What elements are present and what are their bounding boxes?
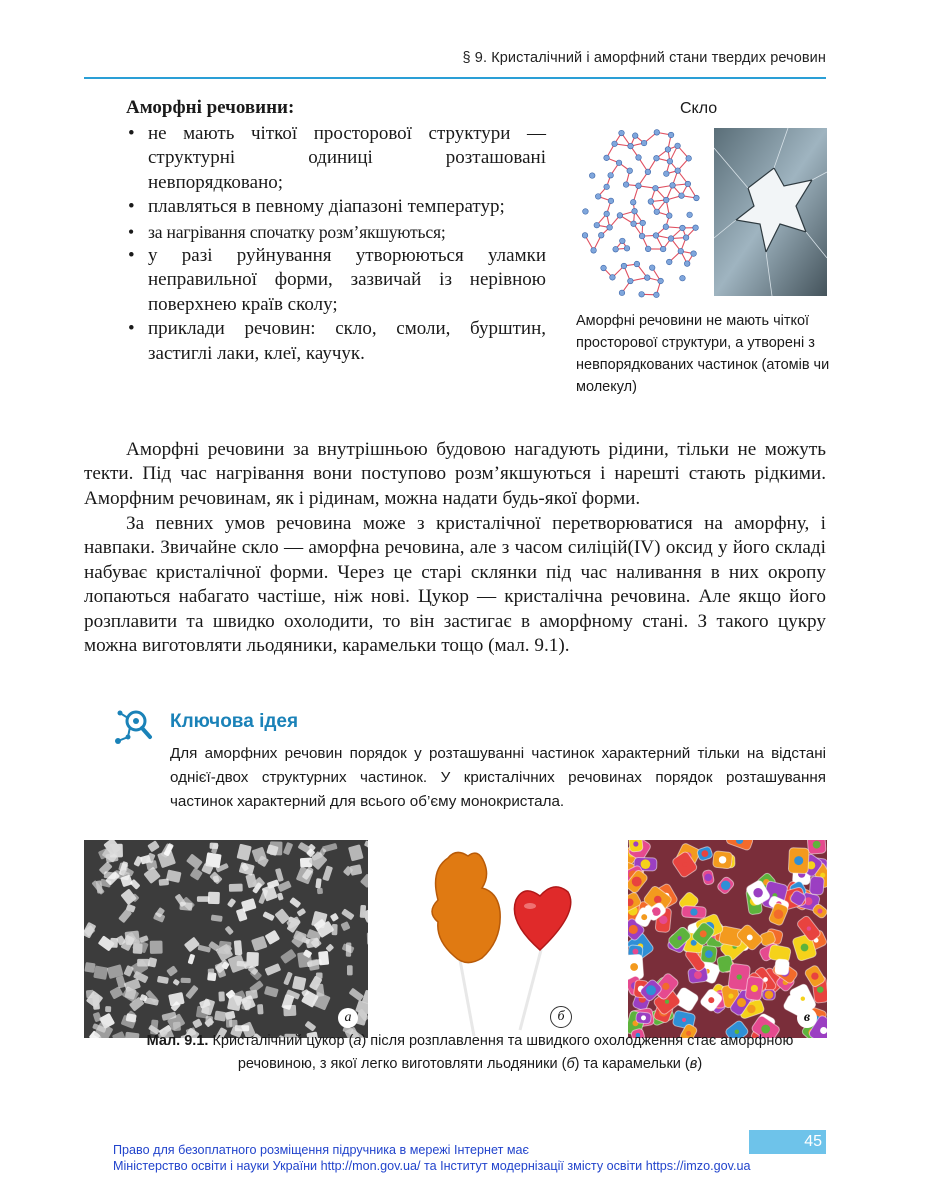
sugar-crystal (265, 963, 282, 976)
bullet-item: • у разі руйнування утворюються уламки неправильної форми, зазвичай із нерівною поверхнею країв сколу; (126, 244, 546, 317)
sugar-crystal (360, 874, 368, 889)
atom-node (604, 155, 610, 161)
sugar-crystal (197, 896, 210, 902)
candy-pattern (659, 916, 667, 924)
sugar-crystal (292, 976, 306, 991)
footer-line-1: Право для безоплатного розміщення підручника в мережі Інтернет має (113, 1143, 529, 1157)
sugar-crystal (137, 959, 149, 967)
header-rule (84, 77, 826, 79)
candy-pattern (682, 862, 687, 867)
sugar-crystal (364, 840, 368, 849)
footer-line-2: Міністерство освіти і науки України http://mon.gov.ua/ та Інститут модернізації змісту освіти https://imzo.gov.ua (113, 1159, 751, 1173)
sugar-crystal (185, 985, 198, 1000)
sugar-crystal (237, 961, 248, 967)
atom-node (640, 220, 646, 226)
candy-pattern (694, 971, 702, 979)
atom-node (648, 199, 654, 205)
sugar-crystal (116, 975, 127, 988)
atom-node (607, 225, 613, 231)
sugar-crystals-image (84, 840, 368, 1038)
sugar-crystal (229, 884, 243, 892)
atom-node (595, 194, 601, 200)
atom-node (598, 232, 604, 238)
figure-caption-text: ) (697, 1056, 703, 1072)
atom-node (594, 222, 600, 228)
sugar-crystal (239, 862, 255, 876)
sugar-crystal (186, 853, 203, 869)
sugar-crystal (181, 978, 191, 983)
atom-node (691, 251, 697, 257)
atom-node (686, 156, 692, 162)
candy-pattern (684, 898, 693, 907)
photo-label-c: в (797, 1008, 817, 1028)
sugar-crystal (308, 959, 320, 971)
sugar-crystal (283, 971, 293, 985)
atom-node (619, 130, 625, 136)
sugar-crystal (208, 968, 215, 974)
figure-caption (110, 1030, 830, 1076)
candy-pattern (705, 950, 713, 958)
candy-pattern (633, 841, 638, 846)
sugar-crystals-photo (84, 840, 368, 1038)
atom-node (653, 233, 659, 239)
candy-pattern (690, 908, 697, 915)
atom-node (670, 183, 676, 189)
sugar-crystal (179, 902, 192, 911)
candy-pattern (795, 896, 800, 901)
atom-node (658, 278, 664, 284)
bullet-item: • за нагрівання спочатку розм’якшуються; (126, 220, 546, 244)
atom-node (680, 225, 686, 231)
atom-node (653, 185, 659, 191)
sugar-crystal (349, 988, 364, 1002)
sugar-crystal (172, 979, 180, 986)
sugar-crystal (297, 908, 307, 917)
atom-node (685, 181, 691, 187)
sugar-crystal (225, 1011, 236, 1020)
candy-pattern (641, 914, 647, 920)
candy-pattern (641, 859, 651, 869)
atom-node (679, 193, 685, 199)
sugar-crystal (237, 844, 252, 861)
candy-pattern (728, 993, 733, 998)
sugar-crystal (120, 888, 136, 905)
sugar-crystal (93, 965, 108, 979)
sugar-crystal (214, 1011, 227, 1022)
atom-node (617, 213, 623, 219)
candy-pattern (684, 997, 689, 1002)
figure-caption-ref: б (566, 1056, 575, 1072)
sugar-crystal (346, 942, 352, 956)
sugar-crystal (289, 897, 301, 908)
candy-pattern (817, 909, 822, 914)
atom-node (667, 213, 673, 219)
figure-caption-text: ) та карамельки ( (574, 1056, 690, 1072)
sugar-crystal (166, 965, 178, 976)
candy-pattern (776, 950, 784, 958)
sugar-crystal (188, 954, 196, 965)
candy-pattern (629, 925, 638, 934)
sugar-crystal (218, 991, 225, 1001)
candy-pattern (765, 936, 770, 941)
atom-node (604, 211, 610, 217)
atom-node (616, 160, 622, 166)
candy-pattern (722, 961, 729, 968)
candy-pattern (727, 932, 736, 941)
candies-photo (628, 840, 827, 1038)
candies-image (628, 840, 827, 1038)
atom-node (582, 233, 588, 239)
atom-node (639, 292, 645, 298)
sugar-crystal (147, 840, 160, 852)
atom-node (668, 236, 674, 242)
candy-pattern (737, 974, 742, 979)
sugar-crystal (157, 976, 169, 984)
atom-node (645, 246, 651, 252)
bullet-item: • не мають чіткої просторової структури — структурні одиниці розташовані невпорядковано; (126, 122, 546, 195)
atom-node (628, 143, 634, 149)
candy-pattern (801, 997, 805, 1001)
glass-caption: Аморфні речовини не мають чіткої просторової структури, а утворені з невпорядкованих частинок (атомів чи молекул) (576, 313, 830, 395)
sugar-crystal (340, 921, 350, 931)
candy-pattern (737, 998, 746, 1007)
sugar-crystal (264, 986, 279, 998)
atom-node (694, 195, 700, 201)
figure-caption-text: Кристалічний цукор ( (208, 1033, 354, 1049)
figure-caption-text: ) після розплавлення та швидкого охолодження стає аморфною речовиною, з якої легко виготовляти льодяники ( (237, 1033, 794, 1072)
sugar-crystal (367, 932, 368, 944)
sugar-crystal (277, 880, 292, 892)
atom-node (631, 221, 637, 227)
candy-pattern (641, 1015, 646, 1020)
atom-node (654, 130, 660, 136)
candy-pattern (630, 963, 638, 971)
candy-pattern (646, 985, 656, 995)
sugar-crystal (190, 868, 203, 881)
atom-node (583, 209, 589, 215)
atom-node (589, 173, 595, 179)
sugar-crystal (168, 992, 185, 1006)
key-idea-title: Ключова ідея (170, 711, 299, 732)
candy-pattern (747, 934, 753, 940)
amorphous-structure-diagram (580, 125, 706, 303)
sugar-crystal (317, 888, 323, 895)
sugar-crystal (92, 994, 100, 1009)
glass-label: Скло (680, 100, 718, 117)
candy-pattern (801, 944, 809, 952)
atom-node (649, 265, 655, 271)
sugar-crystal (234, 940, 243, 955)
lollipops-photo (408, 840, 588, 1038)
atom-node (634, 261, 640, 267)
sugar-crystal (143, 867, 160, 884)
sugar-crystal (277, 892, 284, 900)
sugar-crystal (265, 930, 281, 945)
candy-pattern (700, 930, 707, 937)
atom-node (630, 199, 636, 205)
candy-pattern (632, 949, 638, 955)
atom-node (608, 172, 614, 178)
sugar-crystal (150, 941, 163, 954)
atom-node (620, 238, 626, 244)
amorphous-title: Аморфні речовини: (126, 97, 295, 118)
sugar-crystal (205, 1016, 213, 1025)
candy-pattern (774, 909, 784, 919)
atom-node (628, 278, 634, 284)
sugar-crystal (315, 878, 321, 888)
sugar-crystal (208, 892, 220, 904)
candy-pattern (708, 997, 714, 1003)
atom-node (664, 171, 670, 177)
sugar-crystal (325, 944, 334, 953)
atom-node (645, 169, 651, 175)
atom-node (604, 184, 610, 190)
sugar-crystal (109, 986, 123, 999)
atom-node (665, 147, 671, 153)
atom-node (663, 224, 669, 230)
atom-node (636, 155, 642, 161)
photo-label-a: а (338, 1008, 358, 1028)
atom-node (612, 141, 618, 147)
atom-node (632, 133, 638, 139)
atom-node (644, 275, 650, 281)
sugar-crystal (184, 937, 200, 953)
candy-pattern (753, 888, 762, 897)
atom-node (591, 248, 597, 254)
atom-node (632, 208, 638, 214)
sugar-crystal (251, 936, 267, 952)
atom-node (675, 168, 681, 174)
sugar-crystal (246, 952, 259, 966)
running-header: § 9. Кристалічний і аморфний стани твердих речовин (462, 50, 826, 66)
candy-pattern (813, 841, 821, 849)
sugar-crystal (257, 1004, 264, 1014)
atom-node (675, 143, 681, 149)
candy-pattern (778, 963, 786, 971)
sugar-crystal (347, 965, 353, 975)
candy-pattern (719, 856, 726, 863)
atom-node (684, 261, 690, 267)
atom-node (687, 212, 693, 218)
atom-node (654, 292, 660, 298)
sugar-crystal (227, 898, 236, 908)
atom-node (683, 235, 689, 241)
atom-node (613, 246, 619, 252)
sugar-crystal (84, 962, 95, 973)
candy-pattern (721, 881, 730, 890)
sugar-crystal (322, 865, 333, 881)
sugar-crystal (148, 957, 158, 967)
candy-pattern (662, 983, 669, 990)
atom-node (667, 159, 673, 165)
paragraph: За певних умов речовина може з кристалічної перетворюватися на аморфну, і навпаки. Звичайне скло — аморфна речовина, але з часом силіцій(IV) оксид у його складі набуває кристалічної форми. Через це старі склянки під час наливання в них окропу лопаються набагато частіше, ніж нові. Цукор — кристалічна речовина. Але якщо його розплавити та швидко охолодити, то він застигає в аморфному стані. З такого цукру можна виготовляти льодяники, карамельки тощо (мал. 9.1). (84, 513, 826, 657)
candy-pattern (751, 985, 758, 992)
atom-node (680, 275, 686, 281)
sugar-crystal (341, 908, 355, 920)
paragraph: Аморфні речовини за внутрішньою будовою нагадують рідини, тільки не можуть текти. Під час нагрівання вони поступово розм’якшуються і нарешті стають рідкими. Аморфним речовинам, як і рідинам, можна надати будь-якої форми. (84, 439, 826, 509)
candy-pattern (807, 926, 811, 930)
atom-node (621, 263, 627, 269)
candy-pattern (678, 936, 682, 940)
sugar-crystal (211, 915, 223, 922)
atom-node (654, 209, 660, 215)
candy-pattern (691, 956, 699, 964)
atom-node (666, 259, 672, 265)
atom-node (639, 233, 645, 239)
candy-pattern (701, 850, 708, 857)
page-number: 45 (749, 1130, 826, 1154)
photo-label-b: б (550, 1006, 572, 1028)
atom-node (660, 246, 666, 252)
atom-node (693, 225, 699, 231)
figure-caption-ref: в (689, 1056, 698, 1072)
figure-caption-ref: а (353, 1033, 362, 1049)
sugar-crystal (98, 935, 115, 951)
sugar-crystal (360, 905, 366, 918)
amorphous-bullet-list (126, 122, 546, 366)
key-idea-text: Для аморфних речовин порядок у розташуванні частинок характерний тільки на відстані однієї-двох структурних частинок. У кристалічних речовинах порядок розташування частинок характерний для всього об’єму монокристала. (170, 745, 826, 811)
key-idea-icon (112, 705, 154, 747)
atom-node (641, 140, 647, 146)
sugar-crystal (262, 911, 274, 921)
atom-node (623, 182, 629, 188)
atom-node (610, 275, 616, 281)
atom-node (678, 248, 684, 254)
candy-pattern (817, 986, 824, 993)
bullet-item: • приклади речовин: скло, смоли, бурштин, застиглі лаки, клеї, каучук. (126, 317, 546, 366)
sugar-crystal (192, 1018, 202, 1028)
atom-node (619, 290, 625, 296)
sugar-crystal (105, 1006, 111, 1012)
candy-pattern (812, 881, 821, 890)
candy-pattern (747, 1005, 755, 1013)
sugar-crystal (218, 941, 231, 955)
bullet-item: • плавляться в певному діапазоні температур; (126, 195, 546, 219)
sugar-crystal (348, 844, 364, 861)
sugar-crystal (133, 943, 143, 954)
sugar-crystal (283, 842, 293, 855)
sugar-crystal (225, 926, 234, 936)
atom-node (601, 265, 607, 271)
sugar-crystal (280, 949, 297, 964)
candy-pattern (765, 991, 774, 1000)
candy-pattern (682, 1018, 686, 1022)
atom-node (654, 155, 660, 161)
atom-node (624, 246, 630, 252)
candy-pattern (811, 972, 818, 979)
candy-pattern (665, 1000, 669, 1004)
candy-pattern (705, 874, 712, 881)
broken-glass-photo (714, 128, 827, 296)
candy-pattern (794, 856, 803, 865)
atom-node (663, 197, 669, 203)
sugar-crystal (159, 878, 170, 885)
figure-caption-label: Мал. 9.1. (146, 1033, 209, 1049)
atom-node (627, 168, 633, 174)
atom-node (636, 183, 642, 189)
sugar-crystal (330, 913, 339, 922)
atom-node (608, 198, 614, 204)
candy-pattern (632, 877, 642, 887)
atom-node (668, 132, 674, 138)
candy-pattern (654, 896, 662, 904)
